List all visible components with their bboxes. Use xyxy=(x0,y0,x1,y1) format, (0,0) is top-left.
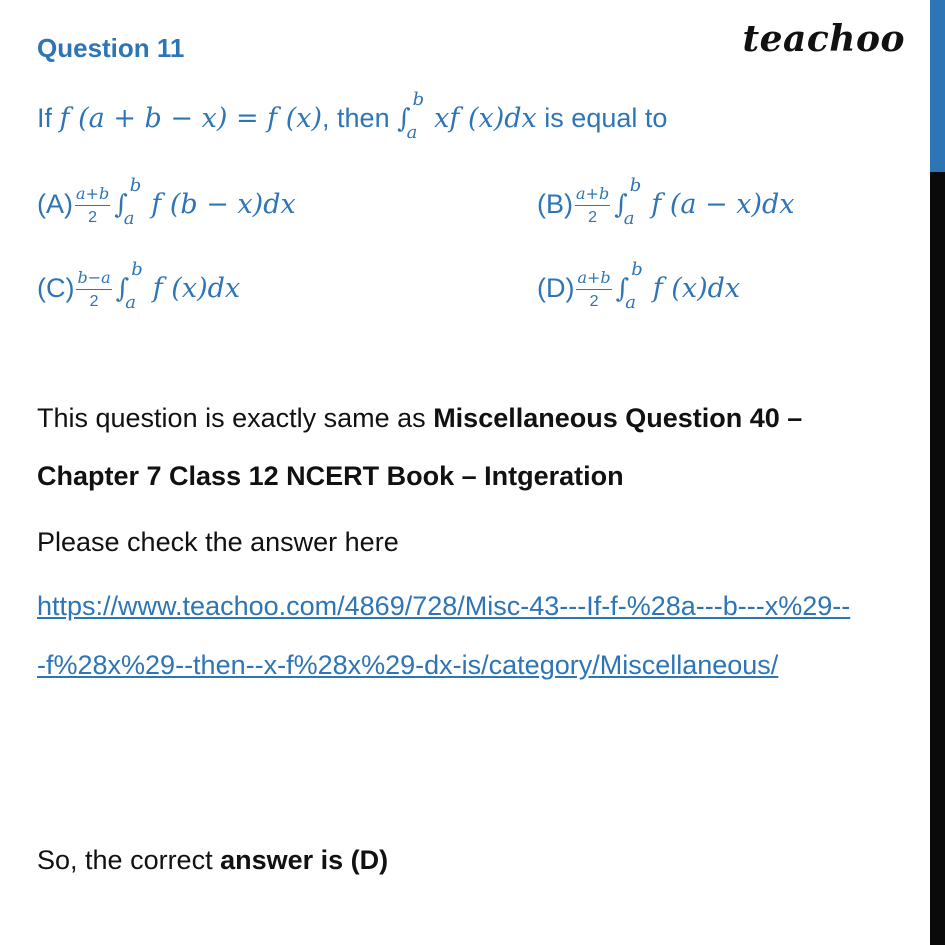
integral-sign-icon: ∫ xyxy=(115,274,130,305)
statement-mid: , then xyxy=(322,103,390,133)
answer-value: answer is (D) xyxy=(220,845,389,875)
final-answer xyxy=(37,845,388,876)
option-fraction xyxy=(75,186,110,226)
question-statement xyxy=(37,88,668,143)
question-title: Question 11 xyxy=(37,33,185,63)
integral-limits xyxy=(406,88,427,143)
same-as-line xyxy=(37,403,802,434)
integral-sign-icon: ∫ xyxy=(614,190,628,221)
fraction-numerator: a+b xyxy=(576,270,611,290)
fraction-denominator: 2 xyxy=(589,293,599,310)
fraction-denominator: 2 xyxy=(89,293,99,310)
option-integrand: f (b − x)dx xyxy=(151,189,296,221)
option-a xyxy=(37,175,296,229)
option-b xyxy=(537,175,795,229)
option-integrand: f (a − x)dx xyxy=(651,189,795,221)
answer-prefix: So, the correct xyxy=(37,845,213,875)
option-integrand: f (x)dx xyxy=(652,273,741,305)
integral-sign-icon: ∫ xyxy=(615,274,630,305)
integral-limits xyxy=(625,259,645,313)
option-label: (B) xyxy=(537,189,573,220)
scrollbar-thumb[interactable] xyxy=(930,0,945,172)
fraction-numerator: b−a xyxy=(76,270,111,290)
fraction-denominator: 2 xyxy=(588,209,598,226)
option-fraction xyxy=(576,270,611,310)
same-as-reference: Miscellaneous Question 40 – xyxy=(433,403,803,433)
option-d xyxy=(537,259,741,313)
fraction-denominator: 2 xyxy=(88,209,98,226)
integral-limits xyxy=(125,259,145,313)
same-as-prefix: This question is exactly same as xyxy=(37,403,426,433)
option-integrand: f (x)dx xyxy=(152,273,241,305)
integral-lower-limit: a xyxy=(625,292,636,313)
integral-upper-limit: b xyxy=(631,259,643,280)
teachoo-logo: teachoo xyxy=(742,18,905,60)
integral-upper-limit: b xyxy=(629,175,642,196)
integral-limits xyxy=(123,175,144,229)
option-fraction xyxy=(575,186,610,226)
integral-lower-limit: a xyxy=(125,292,136,313)
answer-link-line-2[interactable]: -f%28x%29--then--x-f%28x%29-dx-is/category/Miscellaneous/ xyxy=(37,650,779,680)
answer-link-line-1[interactable]: https://www.teachoo.com/4869/728/Misc-43---If-f-%28a---b---x%29-- xyxy=(37,591,851,621)
integral-lower-limit: a xyxy=(406,121,418,143)
option-label: (D) xyxy=(537,273,575,304)
option-fraction xyxy=(76,270,111,310)
integral-lower-limit: a xyxy=(123,208,135,229)
statement-suffix: is equal to xyxy=(544,103,668,133)
integral-lower-limit: a xyxy=(623,208,635,229)
fraction-numerator: a+b xyxy=(575,186,610,206)
integral-upper-limit: b xyxy=(131,259,143,280)
option-label: (C) xyxy=(37,273,75,304)
statement-condition: f (a + b − x) = f (x) xyxy=(59,103,323,134)
check-answer-text: Please check the answer here xyxy=(37,527,399,557)
integral-upper-limit: b xyxy=(129,175,142,196)
chapter-reference: Chapter 7 Class 12 NCERT Book – Intgeration xyxy=(37,461,624,491)
integral-sign-icon: ∫ xyxy=(397,104,411,134)
statement-integrand: xf (x)dx xyxy=(434,103,537,134)
option-label: (A) xyxy=(37,189,73,220)
integral-upper-limit: b xyxy=(412,88,425,110)
integral-limits xyxy=(623,175,644,229)
integral-sign-icon: ∫ xyxy=(114,190,128,221)
statement-prefix: If xyxy=(37,103,53,133)
fraction-numerator: a+b xyxy=(75,186,110,206)
option-c xyxy=(37,259,241,313)
